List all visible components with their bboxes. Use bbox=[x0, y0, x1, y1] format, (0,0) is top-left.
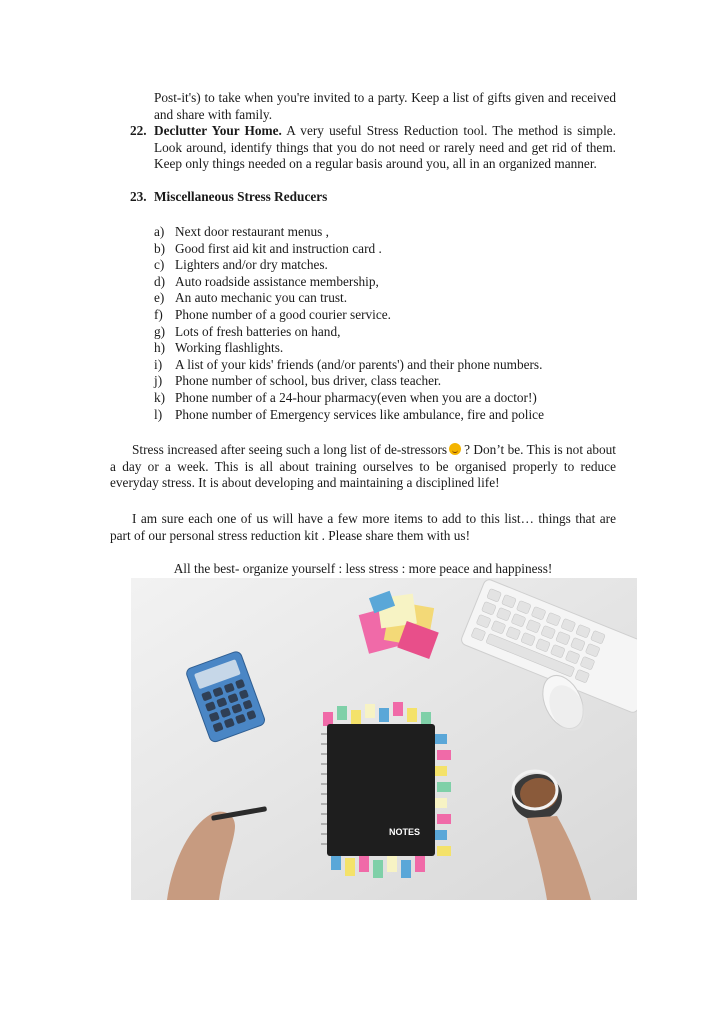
list-item: j) Phone number of school, bus driver, class teacher. bbox=[154, 373, 442, 389]
smiley-emoji-icon bbox=[449, 443, 461, 455]
item-22-text: A very useful Stress Reduction tool. The method is simple. Look around, identify things that you do not need or rarely need and get rid of them. Keep only things needed on a regular basis around you, all in an organized manner. bbox=[154, 123, 616, 172]
list-item: a) Next door restaurant menus , bbox=[154, 224, 329, 239]
intro-continuation: Post-it's) to take when you're invited to a party. Keep a list of gifts given and received and share with family. bbox=[154, 90, 616, 122]
list-item: f) Phone number of a good courier service. bbox=[154, 306, 392, 322]
notebook bbox=[321, 724, 435, 856]
list-item: c) Lighters and/or dry matches. bbox=[154, 257, 328, 273]
item-22-heading: Declutter Your Home. bbox=[154, 123, 282, 138]
desk-photo bbox=[131, 578, 637, 900]
list-item: i) A list of your kids' friends (and/or parents') and their phone numbers. bbox=[154, 356, 543, 372]
closing-line: All the best- organize yourself : less stress : more peace and happiness! bbox=[173, 561, 553, 576]
list-item: g) Lots of fresh batteries on hand, bbox=[154, 323, 341, 339]
list-item: h) Working flashlights. bbox=[154, 340, 284, 356]
list-item: d) Auto roadside assistance membership, bbox=[154, 273, 379, 289]
list-item: b) Good first aid kit and instruction card . bbox=[154, 240, 382, 256]
misc-stress-reducers-list bbox=[154, 224, 624, 423]
list-item: k) Phone number of a 24-hour pharmacy(even when you are a doctor!) bbox=[154, 389, 537, 405]
notebook-label: NOTES bbox=[389, 827, 421, 837]
item-23-heading: Miscellaneous Stress Reducers bbox=[154, 189, 328, 204]
list-item: l) Phone number of Emergency services like ambulance, fire and police bbox=[154, 406, 544, 422]
item-22-number: 22. bbox=[130, 123, 147, 138]
item-22-body bbox=[154, 123, 616, 173]
item-23-number: 23. bbox=[130, 189, 147, 204]
paragraph-share: I am sure each one of us will have a few more items to add to this list… things that are part of our personal stress reduction kit . Please share them with us! bbox=[110, 511, 616, 543]
paragraph-de-stressors: Stress increased after seeing such a long list of de-stressors ? Don’t be. This is not about a day or a week. This is all about training ourselves to be organised properly to reduce everyday stress. It is about developing and maintaining a disciplined life! bbox=[110, 442, 616, 491]
list-item: e) An auto mechanic you can trust. bbox=[154, 290, 348, 306]
